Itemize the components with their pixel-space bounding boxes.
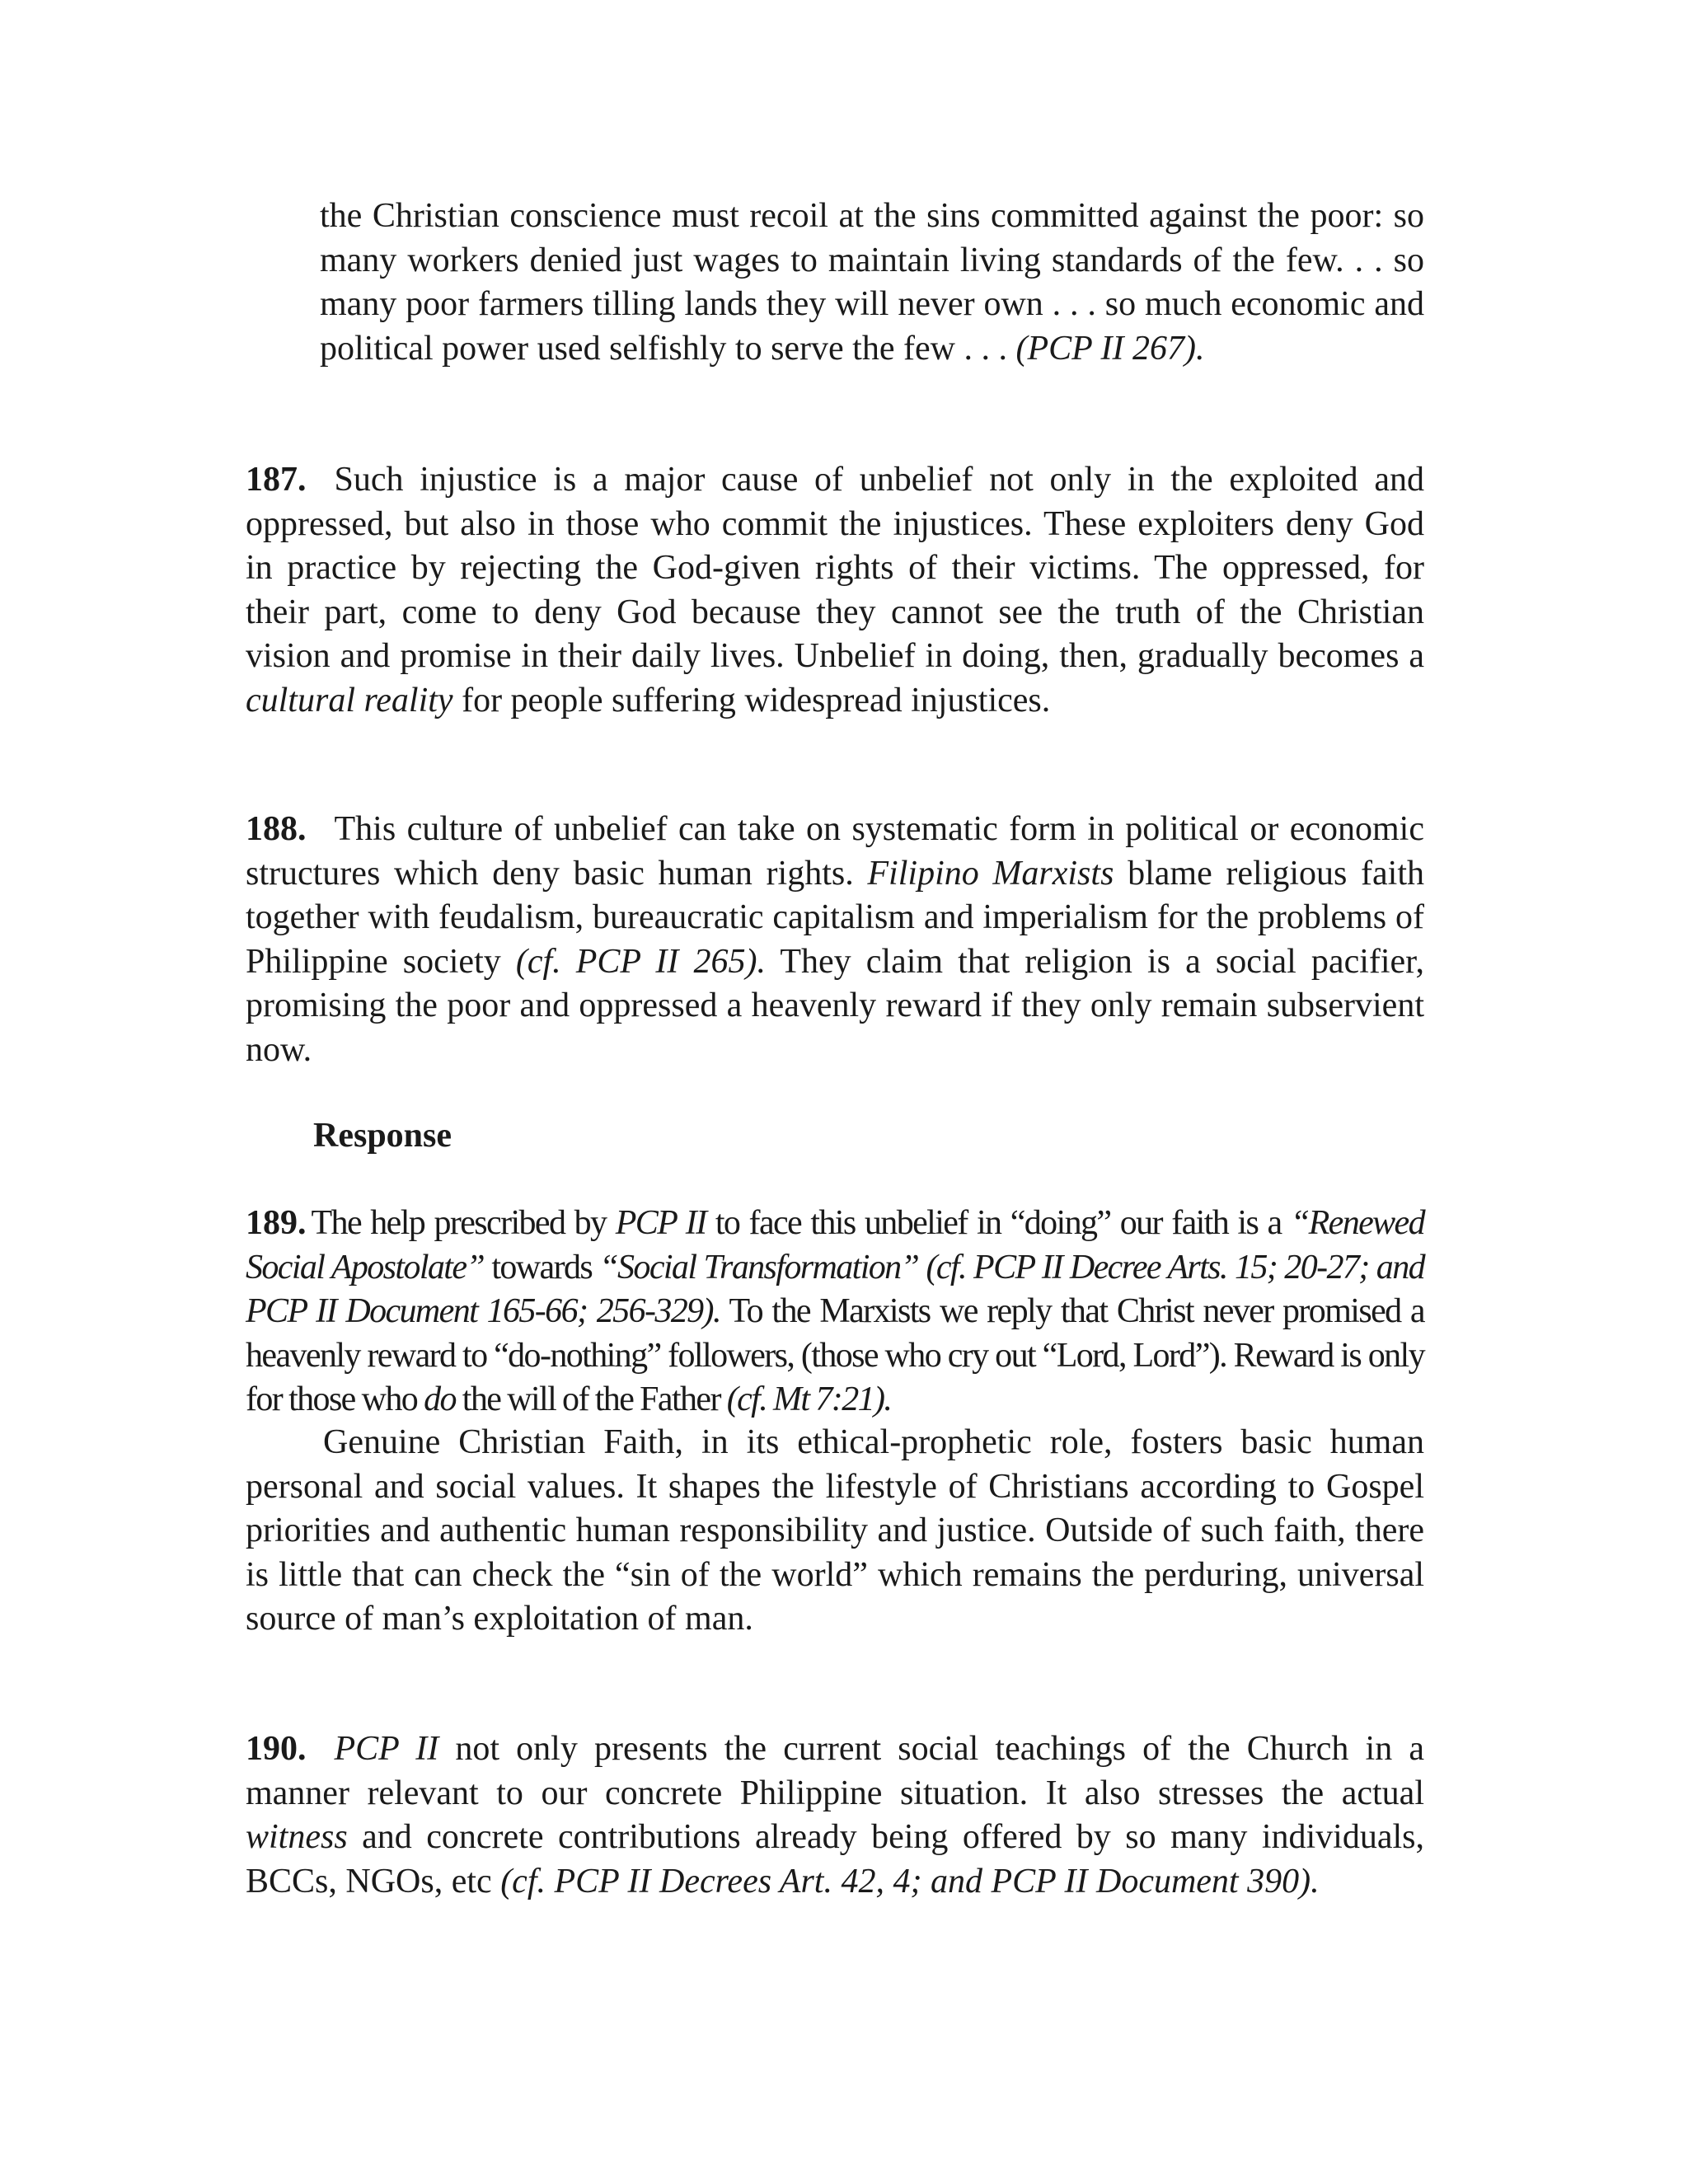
paragraph-number-187: 187. bbox=[246, 461, 307, 499]
paragraph-189-continuation: Genuine Christian Faith, in its ethical-prophetic role, fosters basic human personal and social values. It shapes the lifestyle of Christians according to Gospel priorities and authentic human responsibility and justice. Outside of such faith, there is little that can check the “sin of the world” which remains the perduring, universal source of man’s exploitation of man. bbox=[246, 1423, 1424, 1638]
p187-text-b: for people suffering widespread injustices. bbox=[462, 681, 1051, 719]
p190-text-b: and concrete contributions already being offered by so many individuals, BCCs, NGOs, etc bbox=[246, 1818, 1425, 1900]
p189-text-d: the will of the Father bbox=[462, 1380, 720, 1418]
p190-witness: witness bbox=[246, 1818, 348, 1856]
p189-text-a: The help prescribed by bbox=[311, 1204, 607, 1242]
p190-citation: (cf. PCP II Decrees Art. 42, 4; and PCP II Document 390). bbox=[500, 1862, 1320, 1900]
p190-text-a: not only presents the current social teachings of the Church in a manner relevant to our concrete Philippine situation. It also stresses the actual bbox=[246, 1730, 1424, 1812]
p188-text-c: They claim that religion is a social pacifier, promising the poor and oppressed a heavenly reward if they only remain subservient now. bbox=[246, 942, 1424, 1069]
p189-citation: (cf. PCP II Decree Arts. 15; 20-27; and PCP II Document 165-66; 256-329). bbox=[246, 1248, 1425, 1330]
p188-citation: (cf. PCP II 265). bbox=[515, 942, 766, 981]
block-quote bbox=[320, 194, 1424, 371]
p189-citation-2: (cf. Mt 7:21). bbox=[726, 1380, 892, 1418]
p189-pcp: PCP II bbox=[615, 1204, 706, 1242]
p190-pcp: PCP II bbox=[334, 1730, 439, 1768]
p188-text-a: This culture of unbelief can take on systematic form in political or economic structures which deny basic human rights. bbox=[246, 810, 1424, 893]
paragraph-189 bbox=[246, 1202, 1424, 1422]
paragraph-number-190: 190. bbox=[246, 1730, 307, 1768]
p189-text-c: To the Marxists we reply that Christ never promised a heavenly reward to “do-nothing” followers, (those who cry out “Lord, Lord”). Reward is only for those who bbox=[246, 1292, 1424, 1418]
quote-text: the Christian conscience must recoil at the sins committed against the poor: so many workers denied just wages to maintain living standards of the few. . . so many poor farmers tilling lands they will never own . . . so much economic and political power used selfishly to serve the few . . . bbox=[320, 197, 1424, 368]
p189-do: do bbox=[424, 1380, 456, 1418]
paragraph-number-188: 188. bbox=[246, 810, 307, 848]
paragraph-number-189: 189. bbox=[246, 1204, 307, 1242]
paragraph-187 bbox=[246, 458, 1424, 723]
paragraph-188 bbox=[246, 808, 1424, 1072]
p187-text-a: Such injustice is a major cause of unbelief not only in the exploited and oppressed, but also in those who commit the injustices. These exploiters deny God in practice by rejecting the God-given rights of their victims. The oppressed, for their part, come to deny God because they cannot see the truth of the Christian vision and promise in their daily lives. Unbelief in doing, then, gradually becomes a bbox=[246, 461, 1424, 675]
p189-towards: towards bbox=[491, 1248, 593, 1286]
paragraph-190 bbox=[246, 1727, 1424, 1904]
p189-text-b: to face this unbelief in “doing” our faith is a bbox=[715, 1204, 1282, 1242]
p189-social-transformation: “Social Transformation” bbox=[599, 1248, 919, 1286]
p188-emphasis: Filipino Marxists bbox=[867, 854, 1114, 893]
section-heading-response: Response bbox=[313, 1117, 452, 1155]
quote-citation: (PCP II 267). bbox=[1015, 329, 1205, 368]
p188-text-b: blame religious faith together with feudalism, bureaucratic capitalism and imperialism for the problems of Philippine society bbox=[246, 854, 1425, 981]
p189-renewed: “Renewed Social Apostolate” bbox=[246, 1204, 1424, 1286]
p187-emphasis: cultural reality bbox=[246, 681, 453, 719]
